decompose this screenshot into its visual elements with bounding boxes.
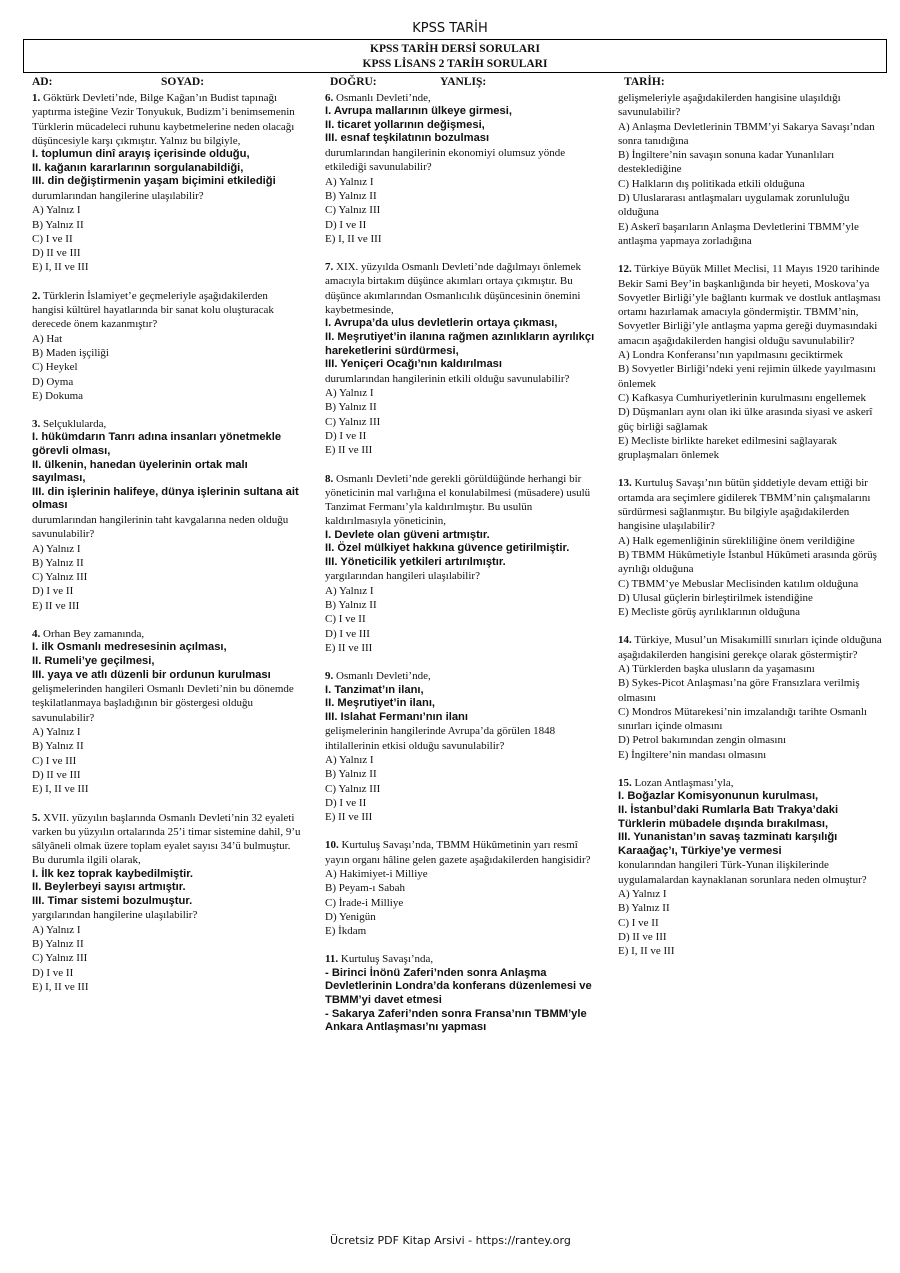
question-premise: III. Yeniçeri Ocağı’nın kaldırılması: [325, 358, 503, 371]
question-stem: [618, 633, 888, 662]
question-premise: II. ticaret yollarının değişmesi,: [325, 118, 485, 131]
question-premise: I. İlk kez toprak kaybedilmiştir.: [32, 867, 194, 880]
answer-option: E) II ve III: [325, 811, 373, 824]
answer-option: B) Sykes-Picot Anlaşması’na göre Fransızlara verilmiş olmasını: [618, 677, 860, 704]
question-number: 8.: [325, 472, 334, 485]
question-premise: III. din değiştirmenin yaşam biçimini etkilediği: [32, 175, 276, 188]
answer-option: C) Yalnız III: [32, 571, 88, 584]
answer-option: A) Yalnız I: [325, 584, 374, 597]
answer-option: E) Mecliste birlikte hareket edilmesini sağlayarak gruplaşmaları önlemek: [618, 434, 838, 462]
question-premise: II. Meşrutiyet’in ilanına rağmen azınlıkların ayrılıkçı hareketlerini sürdürmesi,: [325, 330, 595, 357]
question-number: 5.: [32, 811, 41, 824]
answer-option: C) Kafkasya Cumhuriyetlerinin kurulmasını engellemek: [618, 391, 867, 404]
answer-option: E) I, II ve III: [32, 261, 89, 274]
question-stem: [32, 627, 302, 641]
answer-option: B) Yalnız II: [618, 902, 670, 915]
correct-count-label: DOĞRU:: [330, 76, 377, 88]
question-premise: II. Meşrutiyet’in ilanı,: [325, 697, 436, 710]
answer-option: C) Heykel: [32, 361, 78, 374]
student-info-row: [0, 75, 900, 91]
question-block: [32, 811, 302, 995]
question-text: yargılarından hangileri ulaşılabilir?: [325, 570, 480, 583]
answer-option: C) I ve II: [325, 613, 366, 626]
answer-option: C) Mondros Mütarekesi’nin imzalandığı tarihte Osmanlı sınırları içinde olmasını: [618, 705, 867, 733]
answer-option: B) İngiltere’nin savaşın sonuna kadar Yunanlıları desteklediğine: [618, 149, 835, 176]
answer-option: E) İngiltere’nin mandası olmasını: [618, 748, 767, 761]
question-stem: [325, 91, 595, 105]
question-number: 7.: [325, 261, 334, 274]
answer-option: D) II ve III: [32, 768, 81, 781]
question-column-3: [618, 91, 888, 1251]
question-stem: [618, 776, 888, 790]
question-block: [32, 91, 302, 275]
question-text: Kurtuluş Savaşı’nın bütün şiddetiyle devam ettiği bir ortamda ara seçimlere gidilerek TBMM’nin çalışmalarını sürdürmesi sağlanmıştır. Bu bilgiyle aşağıdakilerden hangisine ulaşılabilir?: [618, 477, 871, 533]
answer-option: A) Yalnız I: [32, 726, 81, 739]
answer-option: D) I ve III: [325, 627, 370, 640]
answer-option: A) Londra Konferansı’nın yapılmasını geciktirmek: [618, 349, 843, 362]
answer-option: A) Yalnız I: [325, 753, 374, 766]
question-stem: [32, 811, 302, 868]
question-text: Göktürk Devleti’nde, Bilge Kağan’ın Budist tapınağı yaptırma isteğine Vezir Tonyukuk, Budizm’i benimsemenin Türklerin mücadeleci ruhunu kaybetmelerine neden olacağı düşüncesiyle karşı çıkmıştır. Yalnız bu bilgiyle,: [32, 92, 295, 147]
question-premise: III. esnaf teşkilatının bozulması: [325, 132, 490, 145]
question-block: [325, 952, 595, 1034]
question-premise: I. Avrupa’da ulus devletlerin ortaya çıkması,: [325, 317, 558, 330]
question-block: [32, 627, 302, 796]
question-stem: [32, 91, 302, 148]
answer-option: A) Hakimiyet-i Milliye: [325, 868, 428, 880]
question-text: Osmanlı Devleti’nde,: [336, 670, 431, 683]
question-text: durumlarından hangilerinin taht kavgalarına neden olduğu savunulabilir?: [32, 513, 289, 541]
question-number: 4.: [32, 628, 41, 641]
answer-option: B) Yalnız II: [32, 218, 84, 231]
question-number: 3.: [32, 418, 41, 431]
answer-option: C) I ve II: [32, 232, 73, 245]
question-number: 12.: [618, 263, 632, 276]
question-premise: I. hükümdarın Tanrı adına insanları yönetmekle görevli olması,: [32, 431, 282, 458]
answer-option: A) Halk egemenliğinin sürekliliğine önem verildiğine: [618, 534, 855, 547]
question-text: Kurtuluş Savaşı’nda,: [340, 953, 434, 966]
question-text: Lozan Antlaşması’yla,: [634, 777, 734, 790]
question-text: XVII. yüzyılın başlarında Osmanlı Devleti’nin 32 eyaleti varken bu yüzyılın ortalarında 25’i timar sistemine dahil, 9’u sâlyâneli olmak üzere toplam eyalet sayısı 34’ü bulmuştur. Bu durumla ilgili olarak,: [32, 811, 301, 867]
question-number: 11.: [325, 953, 339, 966]
answer-option: B) Yalnız II: [325, 189, 377, 202]
answer-option: E) I, II ve III: [32, 980, 89, 993]
answer-option: B) Yalnız II: [32, 938, 84, 951]
question-premise: II. Özel mülkiyet hakkına güvence getirilmiştir.: [325, 542, 570, 555]
answer-option: D) Uluslararası antlaşmaları uygulamak zorunluluğu olduğuna: [618, 192, 850, 219]
answer-option: B) Maden işçiliği: [32, 346, 109, 359]
answer-option: D) Oyma: [32, 375, 74, 388]
question-stem: [32, 417, 302, 431]
answer-option: A) Hat: [32, 332, 63, 345]
question-premise: III. yaya ve atlı düzenli bir ordunun kurulması: [32, 668, 271, 681]
question-block: [325, 91, 595, 246]
answer-option: B) TBMM Hükûmetiyle İstanbul Hükûmeti arasında görüş ayrılığı olduğuna: [618, 548, 877, 576]
question-text: Selçuklularda,: [43, 418, 107, 431]
question-premise: I. Avrupa mallarının ülkeye girmesi,: [325, 105, 512, 118]
question-text: gelişmeleriyle aşağıdakilerden hangisine ulaşıldığı savunulabilir?: [618, 92, 841, 119]
answer-option: C) Yalnız III: [325, 415, 381, 428]
answer-option: D) Ulusal güçlerin birleştirilmek istendiğine: [618, 591, 813, 604]
question-premise: III. Yunanistan’ın savaş tazminatı karşılığı Karaağaç’ı, Türkiye’ye vermesi: [618, 831, 838, 857]
answer-option: C) Yalnız III: [325, 782, 381, 795]
answer-option: D) I ve II: [32, 966, 74, 979]
question-number: 2.: [32, 289, 41, 302]
question-text: yargılarından hangilerine ulaşılabilir?: [32, 909, 198, 922]
question-premise: II. Rumeli’ye geçilmesi,: [32, 654, 155, 667]
question-block: [618, 776, 888, 958]
question-number: 9.: [325, 670, 334, 683]
question-premise: I. toplumun dinî arayış içerisinde olduğu,: [32, 148, 250, 161]
title-box: [23, 39, 887, 73]
answer-option: E) Askerî başarıların Anlaşma Devletlerini TBMM’yle antlaşma yapmaya zorladığına: [618, 220, 859, 247]
question-stem: [325, 952, 595, 966]
question-block: [618, 633, 888, 762]
question-text: gelişmelerinin hangilerinde Avrupa’da görülen 1848 ihtilallerinin etkisi olduğu savunulabilir?: [325, 725, 556, 752]
answer-option: E) I, II ve III: [32, 783, 89, 796]
question-premise: III. din işlerinin halifeye, dünya işlerinin sultana ait olması: [32, 485, 299, 512]
question-premise: III. Timar sistemi bozulmuştur.: [32, 894, 193, 907]
question-premise: III. Yöneticilik yetkileri artırılmıştır.: [325, 555, 506, 568]
question-premise: II. İstanbul’daki Rumlarla Batı Trakya’daki Türklerin mübadele dışında bırakılması,: [618, 803, 839, 830]
question-premise: II. kağanın kararlarının sorgulanabildiği,: [32, 161, 244, 174]
question-premise: I. Devlete olan güveni artmıştır.: [325, 528, 490, 541]
answer-option: A) Yalnız I: [618, 887, 667, 900]
answer-option: A) Yalnız I: [325, 387, 374, 400]
question-text: Türkiye Büyük Millet Meclisi, 11 Mayıs 1920 tarihinde Bekir Sami Bey’in başkanlığında bir heyeti, Moskova’ya Sovyetler Birliği’yle bağlantı kurmak ve dostluk antlaşması ortamı hazırlamak amacıyla göndermiştir. TBMM’nin, Sovyetler Birliği’yle antlaşma yapma gereği duymasındaki amacın aşağıdakilerden hangisi olduğu savunulabilir?: [618, 263, 881, 347]
question-block: [618, 91, 888, 248]
question-number: 14.: [618, 634, 632, 647]
answer-option: C) Yalnız III: [325, 204, 381, 217]
answer-option: C) I ve III: [32, 754, 77, 767]
answer-option: B) Peyam-ı Sabah: [325, 882, 406, 895]
document-subtitle: KPSS LİSANS 2 TARİH SORULARI: [362, 58, 548, 70]
document-title: KPSS TARİH DERSİ SORULARI: [370, 43, 540, 55]
question-premise: II. ülkenin, hanedan üyelerinin ortak malı sayılması,: [32, 458, 248, 485]
answer-option: B) Yalnız II: [325, 401, 377, 414]
question-number: 1.: [32, 92, 41, 104]
question-text: durumlarından hangilerine ulaşılabilir?: [32, 189, 204, 202]
question-block: [618, 476, 888, 619]
question-text: Türklerin İslamiyet’e geçmeleriyle aşağıdakilerden hangisi kültürel hayatlarında bir sanat kolu oluşturacak derecede önem kazanmıştır?: [32, 289, 274, 331]
answer-option: A) Yalnız I: [32, 542, 81, 555]
answer-option: D) Petrol bakımından zengin olmasını: [618, 734, 787, 747]
answer-option: A) Yalnız I: [325, 175, 374, 188]
question-block: [325, 472, 595, 656]
question-text: Orhan Bey zamanında,: [43, 628, 145, 641]
question-text: konularından hangileri Türk-Yunan ilişkilerinde uygulamalardan kaynaklanan sorunlara neden olmuştur?: [618, 859, 867, 886]
question-number: 6.: [325, 92, 334, 104]
footer-source: Ücretsiz PDF Kitap Arsivi - https://rantey.org: [330, 1234, 571, 1247]
question-number: 10.: [325, 839, 339, 852]
question-text: Osmanlı Devleti’nde gerekli görüldüğünde herhangi bir yöneticinin mal varlığına el konulabilmesi (müsadere) usulü Tanzimat Fermanı’yla kaldırılmıştır. Bu usulün kaldırılmasıyla yöneticinin,: [325, 472, 591, 528]
answer-option: C) Halkların dış politikada etkili olduğuna: [618, 177, 805, 190]
answer-option: C) İrade-i Milliye: [325, 896, 404, 909]
answer-option: A) Türklerden başka ulusların da yaşamasını: [618, 662, 815, 675]
answer-option: B) Yalnız II: [32, 556, 84, 569]
answer-option: C) Yalnız III: [32, 952, 88, 965]
question-text: gelişmelerinden hangileri Osmanlı Devleti’nin bu dönemde teşkilatlanmaya başladığının bir göstergesi olduğu savunulabilir?: [32, 683, 294, 724]
question-text: durumlarından hangilerinin ekonomiyi olumsuz yönde etkilediği savunulabilir?: [325, 147, 566, 174]
question-stem: [325, 260, 595, 317]
answer-option: E) II ve III: [325, 641, 373, 654]
answer-option: E) Dokuma: [32, 389, 84, 402]
question-premise: - Birinci İnönü Zaferi’nden sonra Anlaşma Devletlerinin Londra’da konferans düzenlemesi ve TBMM’yi davet etmesi: [325, 966, 592, 1006]
question-stem: [32, 289, 302, 332]
name-label: AD:: [32, 76, 53, 88]
answer-option: E) İkdam: [325, 925, 367, 938]
answer-option: E) I, II ve III: [618, 945, 675, 958]
question-stem: [618, 262, 888, 348]
answer-option: A) Yalnız I: [32, 923, 81, 936]
answer-option: D) I ve II: [325, 429, 367, 442]
answer-option: D) I ve II: [325, 218, 367, 231]
answer-option: A) Anlaşma Devletlerinin TBMM’yi Sakarya Savaşı’ndan sonra tanıdığına: [618, 120, 875, 147]
question-stem: [325, 472, 595, 529]
date-label: TARİH:: [624, 76, 665, 88]
question-text: durumlarından hangilerinin etkili olduğu savunulabilir?: [325, 372, 570, 385]
surname-label: SOYAD:: [161, 76, 205, 88]
question-premise: I. Tanzimat’ın ilanı,: [325, 683, 424, 696]
question-premise: III. Islahat Fermanı’nın ilanı: [325, 710, 468, 723]
answer-option: B) Yalnız II: [325, 768, 377, 781]
answer-option: B) Yalnız II: [32, 740, 84, 753]
answer-option: E) Mecliste görüş ayrılıklarının olduğuna: [618, 606, 801, 619]
answer-option: A) Yalnız I: [32, 204, 81, 217]
question-number: 15.: [618, 777, 632, 790]
question-stem: [325, 669, 595, 683]
question-block: [618, 262, 888, 462]
question-text: Kurtuluş Savaşı’nda, TBMM Hükûmetinin yarı resmî yayın organı hâline gelen gazete aşağıdakilerden hangisidir?: [325, 839, 591, 866]
answer-option: C) TBMM’ye Mebuslar Meclisinden katılım olduğuna: [618, 577, 859, 590]
question-block: [32, 417, 302, 613]
page-header: KPSS TARİH: [412, 21, 488, 36]
question-text: Osmanlı Devleti’nde,: [336, 92, 431, 104]
question-text: Türkiye, Musul’un Misakımillî sınırları içinde olduğuna aşağıdakilerden hangisini gerekçe olarak göstermiştir?: [618, 634, 882, 661]
question-text: XIX. yüzyılda Osmanlı Devleti’nde dağılmayı önlemek amacıyla birtakım düşünce akımları ortaya çıkmıştır. Bu düşünce akımlarından Osmanlıcılık düşüncesinin önemini kaybetmesinde,: [325, 261, 581, 317]
question-number: 13.: [618, 477, 632, 490]
question-premise: I. Boğazlar Komisyonunun kurulması,: [618, 790, 819, 803]
question-block: [325, 838, 595, 938]
answer-option: B) Sovyetler Birliği’ndeki yeni rejimin ülkede yayılmasını önlemek: [618, 363, 876, 390]
answer-option: E) II ve III: [325, 444, 373, 457]
question-premise: II. Beylerbeyi sayısı artmıştır.: [32, 881, 186, 894]
question-stem: [325, 838, 595, 867]
answer-option: C) I ve II: [618, 916, 659, 929]
question-column-1: [32, 91, 302, 1251]
answer-option: D) II ve III: [32, 247, 81, 260]
answer-option: D) Düşmanları aynı olan iki ülke arasında siyasi ve askerî güç birliği sağlamak: [618, 406, 873, 433]
answer-option: E) II ve III: [32, 599, 80, 612]
answer-option: D) I ve II: [325, 796, 367, 809]
question-column-2: [325, 91, 595, 1251]
answer-option: B) Yalnız II: [325, 599, 377, 612]
answer-option: D) II ve III: [618, 930, 667, 943]
answer-option: E) I, II ve III: [325, 232, 382, 245]
question-block: [32, 289, 302, 403]
answer-option: D) I ve II: [32, 585, 74, 598]
question-stem: [618, 476, 888, 533]
question-block: [325, 260, 595, 457]
answer-option: D) Yenigün: [325, 910, 376, 923]
question-premise: I. ilk Osmanlı medresesinin açılması,: [32, 641, 227, 654]
wrong-count-label: YANLIŞ:: [440, 76, 487, 88]
question-premise: - Sakarya Zaferi’nden sonra Fransa’nın TBMM’yle Ankara Antlaşması’nı yapması: [325, 1007, 587, 1034]
question-block: [325, 669, 595, 824]
